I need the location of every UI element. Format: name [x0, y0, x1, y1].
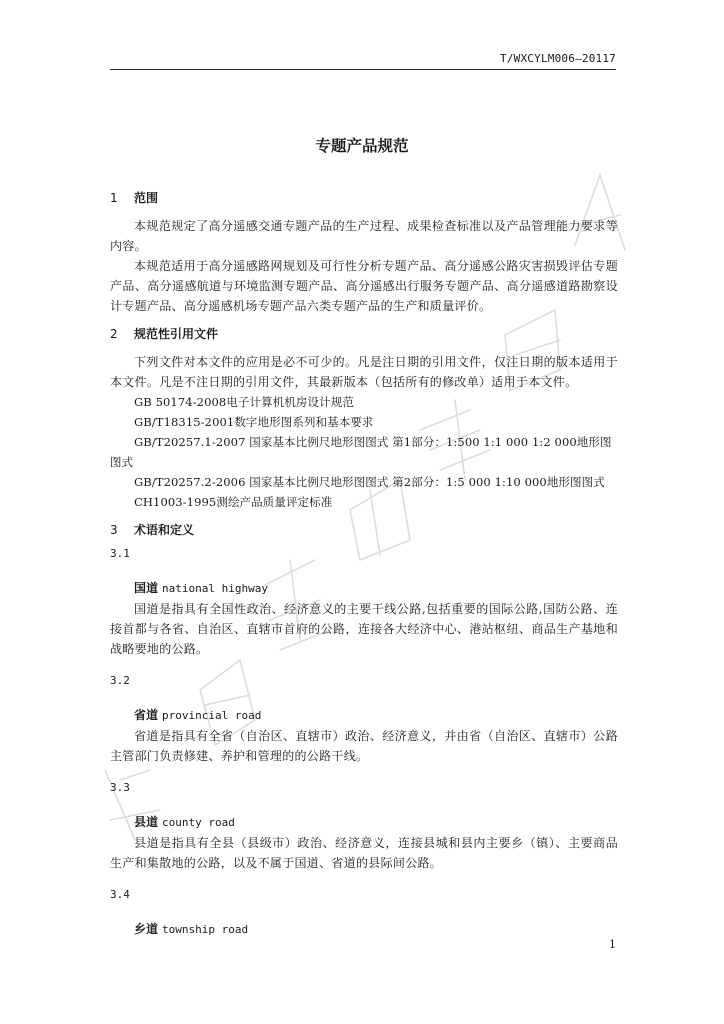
normative-reference: GB/T20257.1-2007 国家基本比例尺地形图图式 第1部分：1:500 1:1 000 1:2 000地形图图式 [110, 435, 612, 469]
paragraph: 本规范适用于高分遥感路网规划及可行性分析专题产品、高分遥感公路灾害损毁评估专题产品、高分遥感航道与环境监测专题产品、高分遥感出行服务专题产品、高分遥感道路勘察设计专题产品、高分遥感机场专题产品六类专题产品的生产和质量评价。 [110, 259, 618, 313]
term-entry [110, 812, 618, 833]
paragraph: 下列文件对本文件的应用是必不可少的。凡是注日期的引用文件，仅注日期的版本适用于本文件。凡是不注日期的引用文件，其最新版本（包括所有的修改单）适用于本文件。 [110, 355, 618, 389]
document-body [110, 188, 618, 940]
paragraph: 本规范规定了高分遥感交通专题产品的生产过程、成果检查标准以及产品管理能力要求等内容。 [110, 219, 618, 253]
term-entry [110, 705, 618, 726]
section-title: 范围 [134, 191, 159, 205]
term-english: national highway [162, 582, 268, 595]
term-english: township road [162, 923, 249, 936]
clause-number: 3.2 [110, 674, 130, 687]
section-heading [110, 324, 618, 344]
term-chinese: 国道 [134, 581, 159, 595]
term-entry [110, 578, 618, 599]
section-number: 2 [110, 327, 118, 341]
term-entry [110, 919, 618, 940]
term-chinese: 乡道 [134, 922, 159, 936]
section-title: 规范性引用文件 [134, 327, 219, 341]
clause-number: 3.3 [110, 781, 130, 794]
page-title: 专题产品规范 [315, 137, 409, 155]
clause-number: 3.4 [110, 888, 130, 901]
page-number: 1 [609, 938, 616, 951]
section-heading [110, 520, 618, 540]
normative-reference: GB 50174-2008电子计算机机房设计规范 [134, 395, 354, 409]
section-number: 1 [110, 191, 118, 205]
term-chinese: 省道 [134, 708, 159, 722]
term-definition: 县道是指具有全县（县级市）政治、经济意义，连接县城和县内主要乡（镇）、主要商品生产和集散地的公路，以及不属于国道、省道的县际间公路。 [110, 836, 618, 870]
document-code: T/WXCYLM006—20117 [500, 52, 616, 65]
term-english: provincial road [162, 709, 262, 722]
section-number: 3 [110, 523, 118, 537]
term-definition: 省道是指具有全省（自治区、直辖市）政治、经济意义，并由省（自治区、直辖市）公路主管部门负责修建、养护和管理的的公路干线。 [110, 729, 618, 763]
normative-reference: GB/T20257.2-2006 国家基本比例尺地形图图式 第2部分：1:5 000 1:10 000地形图图式 [134, 475, 605, 489]
header-divider [110, 69, 616, 70]
clause-number: 3.1 [110, 547, 130, 560]
term-chinese: 县道 [134, 815, 159, 829]
normative-reference: CH1003-1995测绘产品质量评定标准 [134, 495, 333, 509]
section-title: 术语和定义 [134, 523, 195, 537]
normative-reference: GB/T18315-2001数字地形图系列和基本要求 [134, 415, 374, 429]
term-definition: 国道是指具有全国性政治、经济意义的主要干线公路,包括重要的国际公路,国防公路、连接首都与各省、自治区、直辖市首府的公路，连接各大经济中心、港站枢纽、商品生产基地和战略要地的公路。 [110, 602, 618, 656]
section-heading [110, 188, 618, 208]
term-english: county road [162, 816, 235, 829]
